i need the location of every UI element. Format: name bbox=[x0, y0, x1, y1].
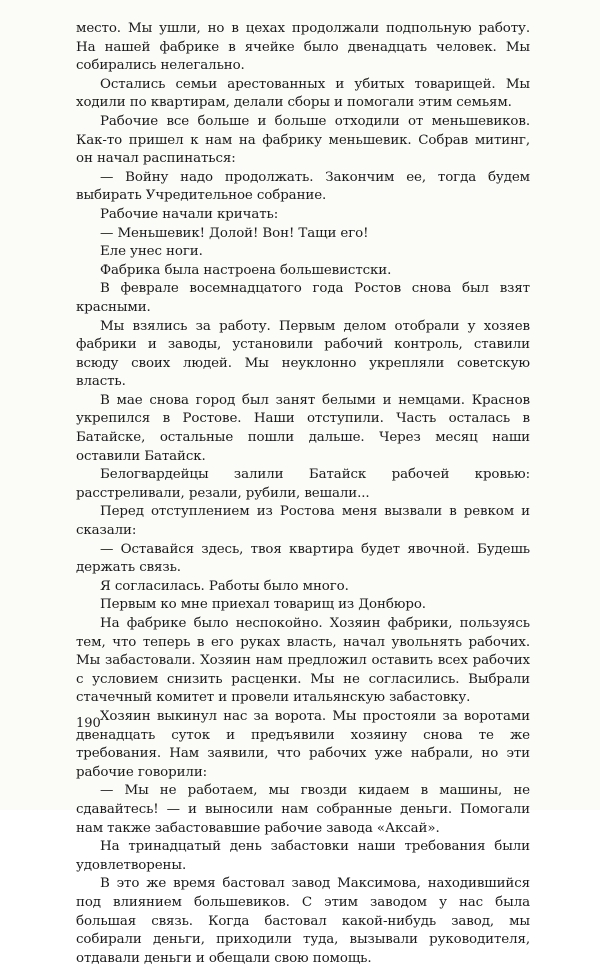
paragraph: Перед отступлением из Ростова меня вызвали в ревком и сказали: bbox=[76, 504, 530, 539]
paragraph: Рабочие начали кричать: bbox=[100, 206, 279, 222]
paragraph: Я согласилась. Работы было много. bbox=[100, 578, 349, 594]
paragraph: Хозяин выкинул нас за ворота. Мы простояли за воротами двенадцать суток и предъявили хозяину снова те же требования. Нам заявили, что рабочих уже набрали, но эти рабочие говорили: bbox=[76, 708, 530, 780]
paragraph: Остались семьи арестованных и убитых товарищей. Мы ходили по квартирам, делали сборы и помогали этим семьям. bbox=[76, 76, 530, 111]
paragraph: В мае снова город был занят белыми и немцами. Краснов укрепился в Ростове. Наши отступили. Часть осталась в Батайске, остальные пошли дальше. Через месяц наши оставили Батайск. bbox=[76, 392, 530, 464]
paragraph: На фабрике было неспокойно. Хозяин фабрики, пользуясь тем, что теперь в его руках власть, начал увольнять рабочих. Мы забастовали. Хозяин нам предложил оставить всех рабочих с условием снизить расценки. Мы не согласились. Выбрали стачечный комитет и провели итальянскую забастовку. bbox=[76, 616, 530, 706]
paragraph: Рабочие все больше и больше отходили от меньшевиков. Как-то пришел к нам на фабрику меньшевик. Собрав митинг, он начал распинаться: bbox=[76, 113, 530, 167]
paragraph: Белогвардейцы залили Батайск рабочей кровью: расстреливали, резали, рубили, вешали... bbox=[76, 467, 530, 501]
paragraph: — Мы не работаем, мы гвозди кидаем в машины, не сдавайтесь! — и выносили нам собранные деньги. Помогали нам также забастовавшие рабочие завода «Аксай». bbox=[76, 783, 530, 836]
body-text bbox=[76, 20, 530, 968]
paragraph: Фабрика была настроена большевистски. bbox=[100, 262, 392, 278]
paragraph: Мы взялись за работу. Первым делом отобрали у хозяев фабрики и заводы, установили рабочий контроль, ставили всюду своих людей. Мы неуклонно укрепляли советскую власть. bbox=[76, 318, 530, 390]
page-number: 190 bbox=[76, 716, 101, 731]
paragraph: Первым ко мне приехал товарищ из Донбюро. bbox=[100, 597, 426, 613]
paragraph: На тринадцатый день забастовки наши требования были удовлетворены. bbox=[76, 839, 530, 873]
paragraph: — Войну надо продолжать. Закончим ее, тогда будем выбирать Учредительное собрание. bbox=[76, 169, 530, 204]
paragraph: — Меньшевик! Долой! Вон! Тащи его! bbox=[100, 225, 369, 241]
paragraph: место. Мы ушли, но в цехах продолжали подпольную работу. На нашей фабрике в ячейке было двенадцать человек. Мы собирались нелегально. bbox=[76, 21, 530, 74]
paragraph: В феврале восемнадцатого года Ростов снова был взят красными. bbox=[76, 281, 530, 315]
paragraph: Еле унес ноги. bbox=[100, 244, 203, 260]
paragraph: В это же время бастовал завод Максимова, находившийся под влиянием большевиков. С этим заводом у нас была большая связь. Когда бастовал какой-нибудь завод, мы собирали деньги, приходили туда, вызывали руководителя, отдавали деньги и обещали свою помощь. bbox=[76, 876, 530, 966]
paragraph: — Оставайся здесь, твоя квартира будет явочной. Будешь держать связь. bbox=[76, 541, 530, 576]
